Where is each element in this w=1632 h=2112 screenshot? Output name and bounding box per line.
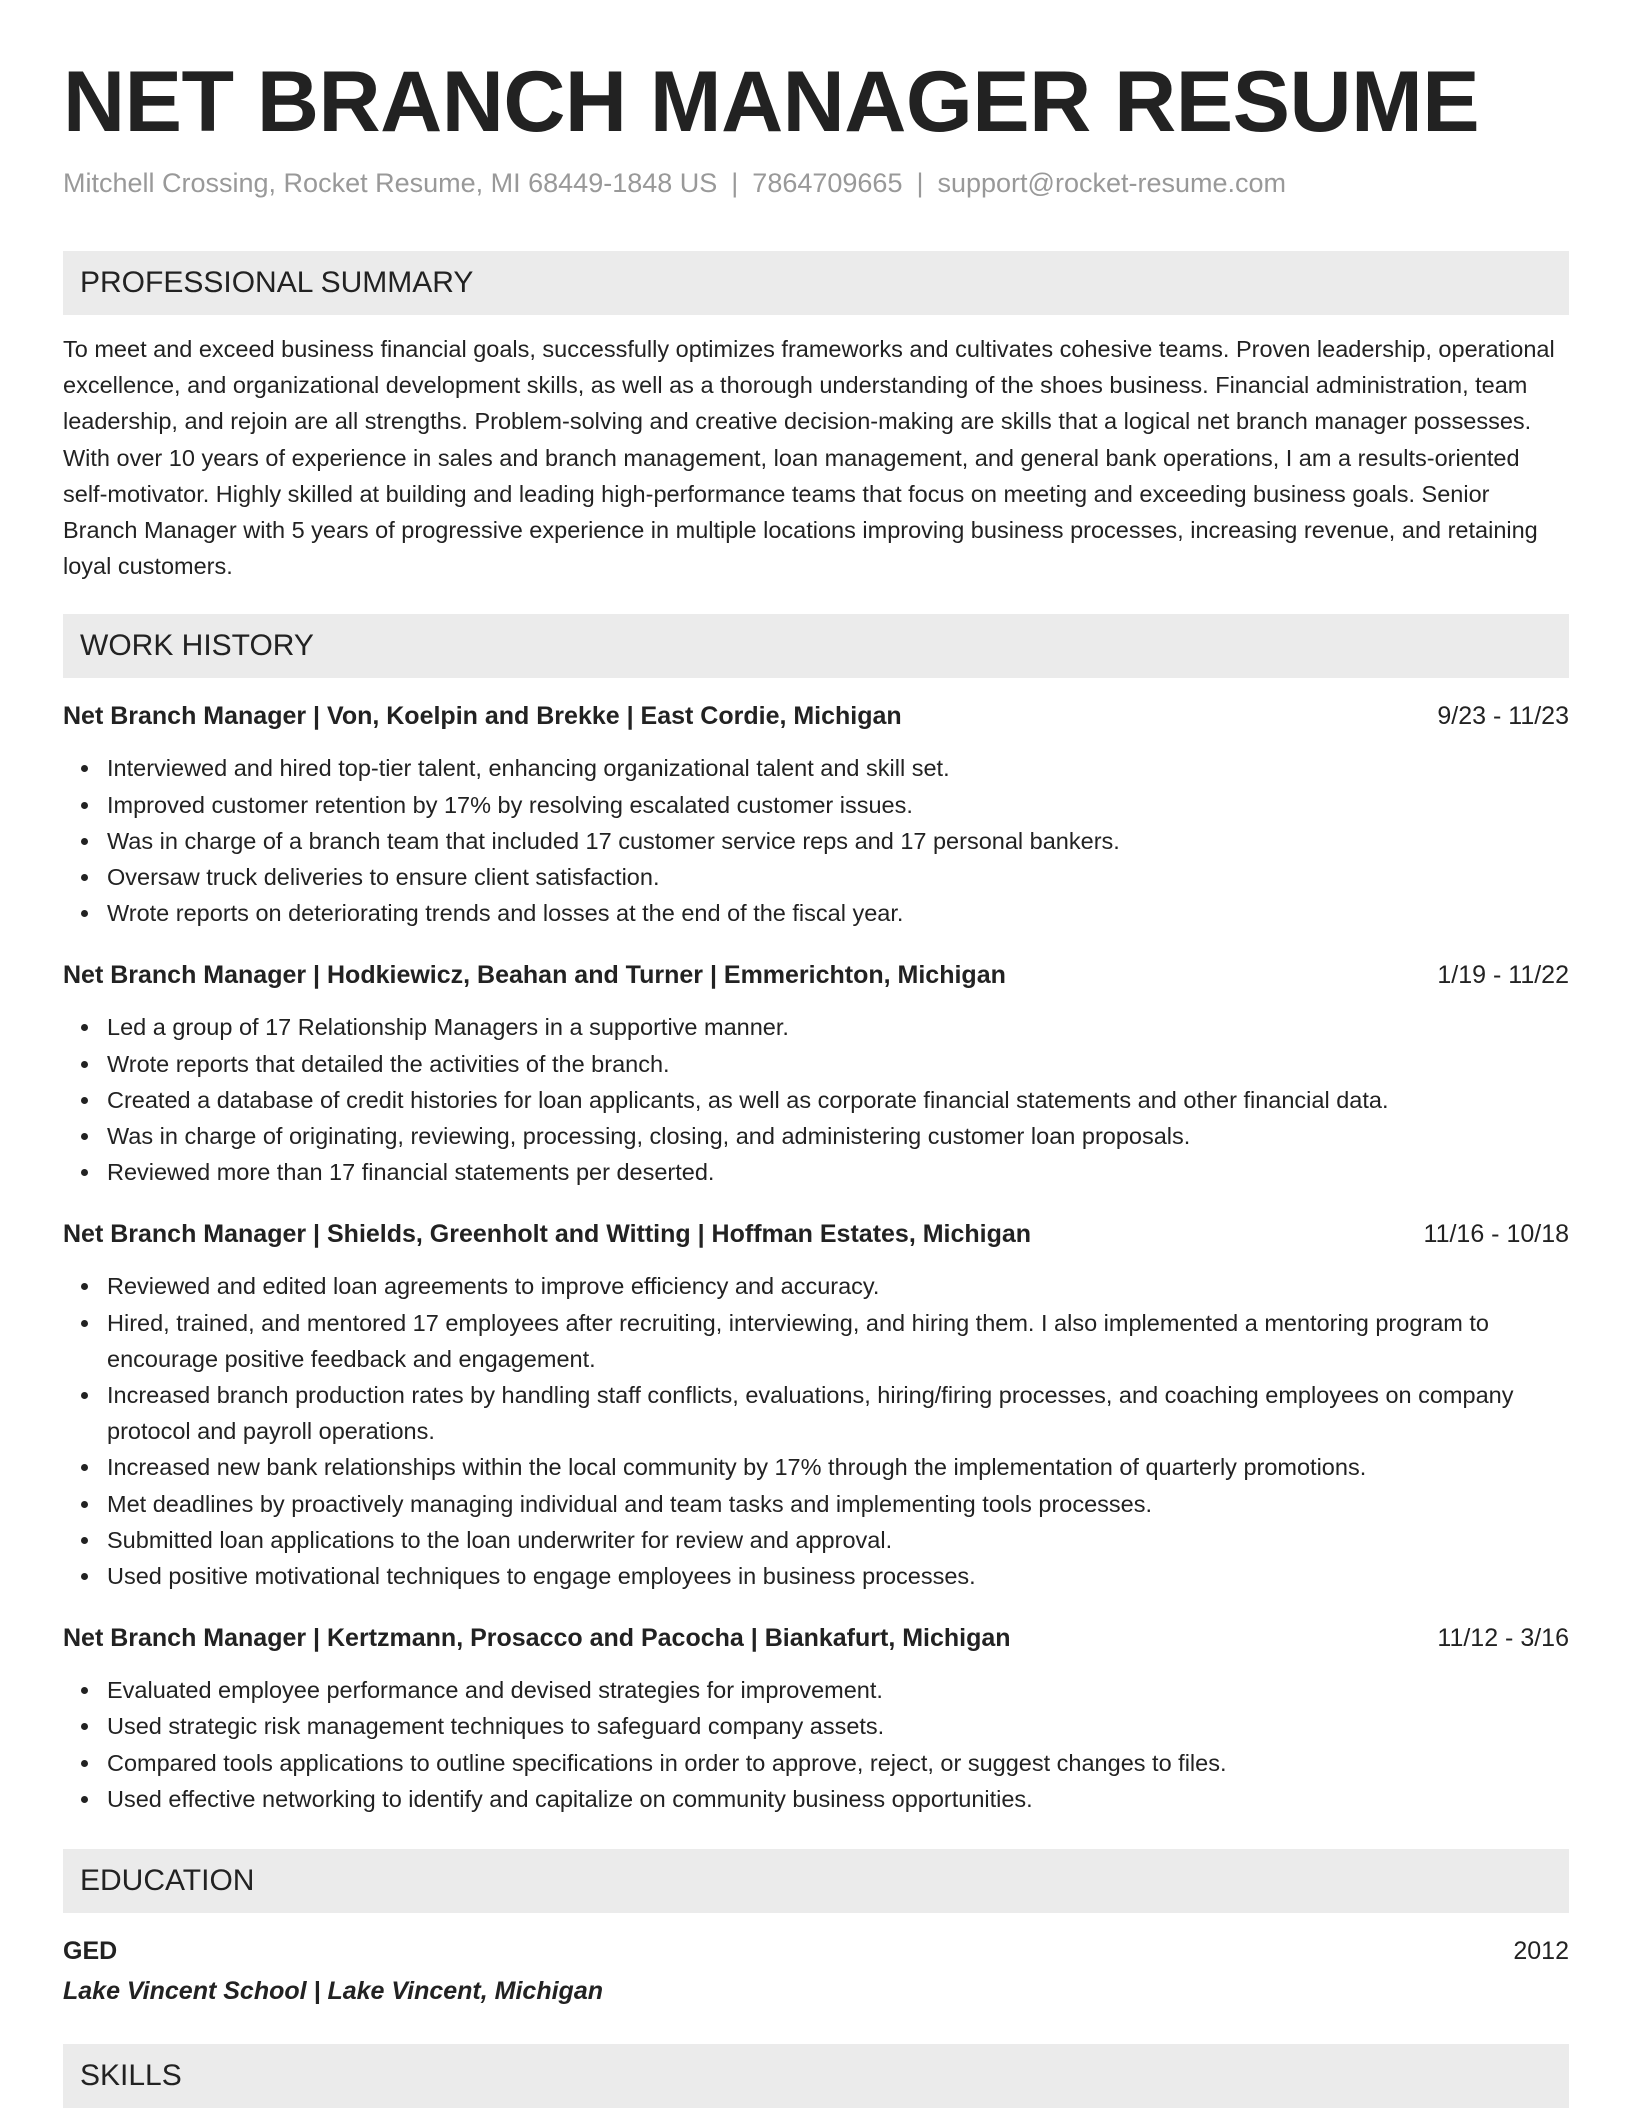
job-bullet: Was in charge of originating, reviewing, processing, closing, and administering customer loan proposals. xyxy=(107,1118,1569,1154)
contact-separator: | xyxy=(916,168,924,198)
job-bullet: Used effective networking to identify and capitalize on community business opportunities. xyxy=(107,1781,1569,1817)
page-title: NET BRANCH MANAGER RESUME xyxy=(63,54,1480,150)
work-history-list xyxy=(63,698,1569,1817)
job-dates: 1/19 - 11/22 xyxy=(1437,961,1569,990)
job-bullets xyxy=(63,1268,1569,1594)
section-header-education: EDUCATION xyxy=(63,1849,1569,1913)
job-bullet: Used positive motivational techniques to engage employees in business processes. xyxy=(107,1558,1569,1594)
job-bullet: Reviewed and edited loan agreements to improve efficiency and accuracy. xyxy=(107,1268,1569,1304)
job-dates: 9/23 - 11/23 xyxy=(1437,702,1569,731)
section-header-work-history: WORK HISTORY xyxy=(63,614,1569,678)
contact-line xyxy=(63,166,1569,200)
job-heading xyxy=(63,698,1569,734)
job-heading xyxy=(63,1620,1569,1656)
job-bullet: Evaluated employee performance and devised strategies for improvement. xyxy=(107,1672,1569,1708)
job-bullet: Increased branch production rates by handling staff conflicts, evaluations, hiring/firing processes, and coaching employees on company protocol and payroll operations. xyxy=(107,1377,1569,1449)
job-title: Net Branch Manager | Von, Koelpin and Brekke | East Cordie, Michigan xyxy=(63,702,902,731)
contact-phone: 7864709665 xyxy=(752,168,903,198)
job-bullet: Submitted loan applications to the loan underwriter for review and approval. xyxy=(107,1522,1569,1558)
job-entry xyxy=(63,698,1569,931)
job-bullet: Wrote reports on deteriorating trends and losses at the end of the fiscal year. xyxy=(107,895,1569,931)
contact-address: Mitchell Crossing, Rocket Resume, MI 68449-1848 US xyxy=(63,168,718,198)
job-heading xyxy=(63,1216,1569,1252)
job-bullet: Reviewed more than 17 financial statements per deserted. xyxy=(107,1154,1569,1190)
job-dates: 11/16 - 10/18 xyxy=(1423,1220,1569,1249)
job-bullet: Created a database of credit histories for loan applicants, as well as corporate financial statements and other financial data. xyxy=(107,1082,1569,1118)
education-school: Lake Vincent School | Lake Vincent, Michigan xyxy=(63,1977,603,2006)
job-bullet: Increased new bank relationships within the local community by 17% through the implementation of quarterly promotions. xyxy=(107,1449,1569,1485)
job-entry xyxy=(63,1216,1569,1594)
job-bullet: Led a group of 17 Relationship Managers in a supportive manner. xyxy=(107,1009,1569,1045)
education-entry xyxy=(63,1933,1569,1969)
education-year: 2012 xyxy=(1513,1937,1569,1966)
summary-text: To meet and exceed business financial goals, successfully optimizes frameworks and cultivates cohesive teams. Proven leadership, operational excellence, and organizational development skills, as well as a thorough understanding of the shoes business. Financial administration, team leadership, and rejoin are all strengths. Problem-solving and creative decision-making are skills that a logical net branch manager possesses. With over 10 years of experience in sales and branch management, loan management, and general bank operations, I am a results-oriented self-motivator. Highly skilled at building and leading high-performance teams that focus on meeting and exceeding business goals. Senior Branch Manager with 5 years of progressive experience in multiple locations improving business processes, increasing revenue, and retaining loyal customers. xyxy=(63,336,1555,580)
job-bullet: Interviewed and hired top-tier talent, enhancing organizational talent and skill set. xyxy=(107,750,1569,786)
job-bullets xyxy=(63,1672,1569,1817)
contact-email: support@rocket-resume.com xyxy=(937,168,1287,198)
job-bullet: Used strategic risk management techniques to safeguard company assets. xyxy=(107,1708,1569,1744)
job-bullet: Improved customer retention by 17% by resolving escalated customer issues. xyxy=(107,787,1569,823)
contact-separator: | xyxy=(731,168,739,198)
job-bullet: Hired, trained, and mentored 17 employees after recruiting, interviewing, and hiring them. I also implemented a mentoring program to encourage positive feedback and engagement. xyxy=(107,1305,1569,1377)
job-bullets xyxy=(63,1009,1569,1190)
job-title: Net Branch Manager | Shields, Greenholt and Witting | Hoffman Estates, Michigan xyxy=(63,1220,1032,1249)
job-bullets xyxy=(63,750,1569,931)
job-title: Net Branch Manager | Kertzmann, Prosacco and Pacocha | Biankafurt, Michigan xyxy=(63,1624,1011,1653)
job-bullet: Met deadlines by proactively managing individual and team tasks and implementing tools processes. xyxy=(107,1486,1569,1522)
section-header-summary: PROFESSIONAL SUMMARY xyxy=(63,251,1569,315)
education-degree: GED xyxy=(63,1937,118,1966)
job-entry xyxy=(63,957,1569,1190)
job-bullet: Oversaw truck deliveries to ensure client satisfaction. xyxy=(107,859,1569,895)
section-header-skills: SKILLS xyxy=(63,2044,1569,2108)
job-dates: 11/12 - 3/16 xyxy=(1437,1624,1569,1653)
job-bullet: Was in charge of a branch team that included 17 customer service reps and 17 personal bankers. xyxy=(107,823,1569,859)
job-bullet: Compared tools applications to outline specifications in order to approve, reject, or suggest changes to files. xyxy=(107,1745,1569,1781)
job-bullet: Wrote reports that detailed the activities of the branch. xyxy=(107,1046,1569,1082)
job-entry xyxy=(63,1620,1569,1817)
job-title: Net Branch Manager | Hodkiewicz, Beahan and Turner | Emmerichton, Michigan xyxy=(63,961,1006,990)
job-heading xyxy=(63,957,1569,993)
